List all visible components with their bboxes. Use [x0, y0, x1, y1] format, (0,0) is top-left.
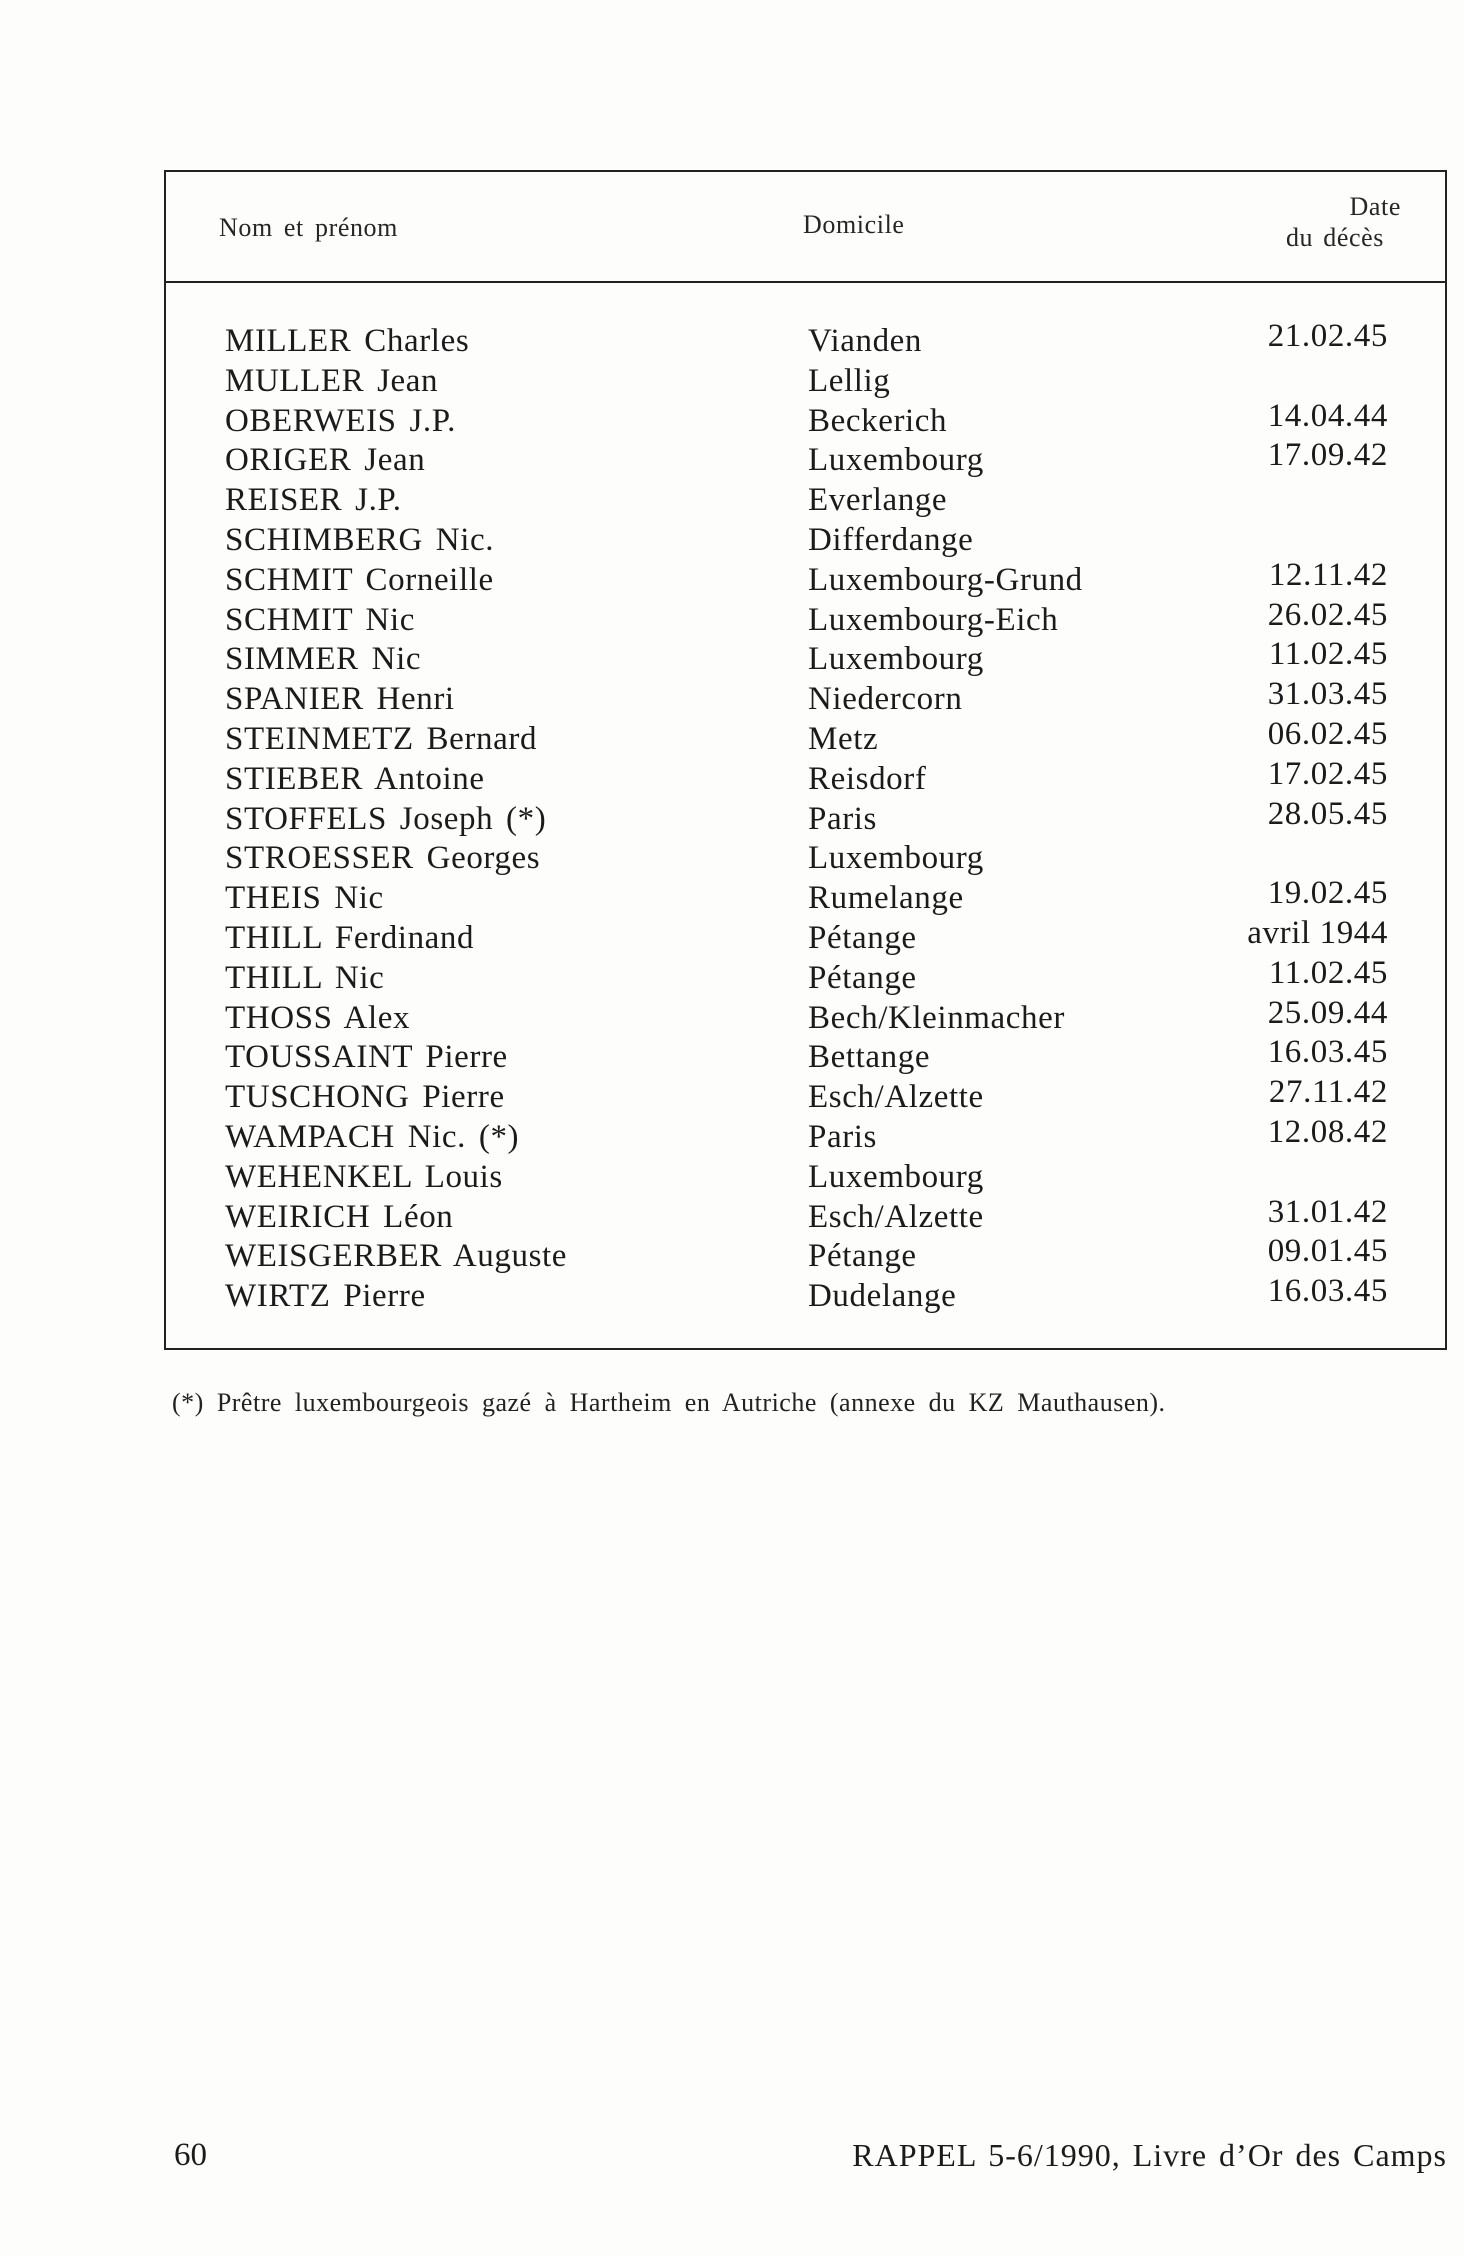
table-row	[166, 521, 1445, 561]
table-row	[166, 839, 1445, 879]
table-row	[166, 1193, 1445, 1238]
cell-date: 09.01.45	[1267, 1233, 1388, 1270]
cell-name: OBERWEIS J.P.	[225, 402, 456, 439]
cell-name: WIRTZ Pierre	[225, 1278, 426, 1315]
cell-name: WEHENKEL Louis	[225, 1158, 503, 1195]
cell-name: SPANIER Henri	[225, 681, 455, 718]
cell-domicile: Vianden	[808, 323, 923, 359]
cell-domicile: Luxembourg	[808, 1158, 984, 1195]
cell-date: 06.02.45	[1267, 715, 1388, 752]
table-body	[166, 318, 1445, 1317]
cell-domicile: Everlange	[808, 482, 948, 519]
column-header-date-line1: Date	[1349, 192, 1401, 221]
page-number: 60	[174, 2137, 207, 2173]
cell-date: 21.02.45	[1267, 318, 1388, 354]
cell-domicile: Luxembourg-Grund	[808, 561, 1083, 598]
publication-title: RAPPEL 5-6/1990, Livre d’Or des Camps	[852, 2137, 1447, 2173]
cell-domicile: Luxembourg-Eich	[808, 601, 1059, 638]
cell-name: ORIGER Jean	[225, 442, 426, 479]
cell-domicile: Beckerich	[808, 402, 948, 439]
cell-domicile: Esch/Alzette	[808, 1079, 984, 1116]
cell-domicile: Differdange	[808, 521, 974, 558]
table-row	[166, 481, 1445, 521]
cell-name: WAMPACH Nic. (*)	[225, 1118, 520, 1155]
cell-name: TOUSSAINT Pierre	[225, 1039, 508, 1076]
table-row	[166, 397, 1445, 442]
cell-name: MILLER Charles	[225, 323, 470, 359]
cell-domicile: Dudelange	[808, 1278, 957, 1315]
table-row	[166, 1158, 1445, 1198]
cell-name: TUSCHONG Pierre	[225, 1079, 505, 1116]
table-row	[166, 795, 1445, 840]
cell-domicile: Reisdorf	[808, 760, 927, 797]
cell-name: STROESSER Georges	[225, 840, 541, 877]
cell-date: 16.03.45	[1267, 1273, 1388, 1310]
cell-date: avril 1944	[1247, 914, 1388, 951]
cell-date: 31.01.42	[1267, 1193, 1388, 1230]
cell-name: STIEBER Antoine	[225, 760, 485, 797]
cell-domicile: Metz	[808, 720, 879, 757]
cell-date: 31.03.45	[1267, 676, 1388, 713]
column-header-domicile: Domicile	[803, 210, 905, 239]
table-row	[166, 318, 1445, 362]
cell-domicile: Bech/Kleinmacher	[808, 999, 1065, 1036]
cell-date: 12.11.42	[1268, 556, 1388, 593]
cell-date: 17.02.45	[1267, 755, 1388, 792]
cell-name: THILL Nic	[225, 959, 385, 996]
cell-date: 16.03.45	[1267, 1034, 1388, 1071]
cell-date: 19.02.45	[1267, 875, 1388, 912]
cell-domicile: Pétange	[808, 919, 917, 956]
table-row	[166, 1074, 1445, 1118]
cell-domicile: Esch/Alzette	[808, 1198, 984, 1235]
table-row	[166, 596, 1445, 641]
cell-domicile: Pétange	[808, 959, 917, 996]
table-row	[166, 1233, 1445, 1277]
cell-date: 26.02.45	[1267, 596, 1388, 633]
cell-domicile: Luxembourg	[808, 641, 984, 678]
cell-domicile: Bettange	[808, 1039, 931, 1076]
cell-name: REISER J.P.	[225, 482, 402, 519]
cell-name: STEINMETZ Bernard	[225, 720, 538, 757]
table-row	[166, 994, 1445, 1039]
cell-domicile: Luxembourg	[808, 840, 984, 877]
cell-name: SCHMIT Corneille	[225, 561, 494, 598]
table-row	[166, 1113, 1445, 1158]
table-row	[166, 437, 1445, 481]
table-row	[166, 1034, 1445, 1078]
table-row	[166, 556, 1445, 601]
table-row	[166, 676, 1445, 720]
cell-name: MULLER Jean	[225, 362, 439, 399]
table-row	[166, 914, 1445, 959]
cell-domicile: Rumelange	[808, 880, 964, 917]
cell-name: STOFFELS Joseph (*)	[225, 800, 547, 837]
cell-domicile: Niedercorn	[808, 681, 963, 718]
footnote: (*) Prêtre luxembourgeois gazé à Hartheim en Autriche (annexe du KZ Mauthausen).	[172, 1388, 1166, 1417]
cell-date: 25.09.44	[1267, 994, 1388, 1031]
table-row	[166, 362, 1445, 402]
table-row	[166, 715, 1445, 760]
cell-name: SCHMIT Nic	[225, 601, 415, 638]
cell-name: SCHIMBERG Nic.	[225, 521, 495, 558]
cell-name: THEIS Nic	[225, 880, 384, 917]
table-row	[166, 954, 1445, 999]
header-divider	[166, 281, 1445, 283]
cell-date: 11.02.45	[1268, 954, 1388, 991]
cell-domicile: Luxembourg	[808, 442, 984, 479]
column-header-date-line2: du décès	[1285, 223, 1384, 252]
column-header-name: Nom et prénom	[219, 213, 398, 242]
cell-name: WEIRICH Léon	[225, 1198, 454, 1235]
cell-name: THILL Ferdinand	[225, 919, 475, 956]
cell-name: THOSS Alex	[225, 999, 411, 1036]
table-row	[166, 1273, 1445, 1317]
cell-date: 28.05.45	[1267, 795, 1388, 832]
cell-name: SIMMER Nic	[225, 641, 422, 678]
cell-domicile: Lellig	[808, 362, 891, 399]
cell-date: 27.11.42	[1268, 1074, 1388, 1111]
cell-domicile: Pétange	[808, 1238, 917, 1275]
deaths-table	[164, 170, 1447, 1350]
cell-domicile: Paris	[808, 1118, 877, 1155]
cell-date: 14.04.44	[1267, 397, 1388, 434]
table-row	[166, 755, 1445, 800]
cell-domicile: Paris	[808, 800, 877, 837]
cell-name: WEISGERBER Auguste	[225, 1238, 568, 1275]
table-row	[166, 636, 1445, 680]
cell-date: 12.08.42	[1267, 1113, 1388, 1150]
cell-date: 11.02.45	[1268, 636, 1388, 673]
cell-date: 17.09.42	[1267, 437, 1388, 474]
